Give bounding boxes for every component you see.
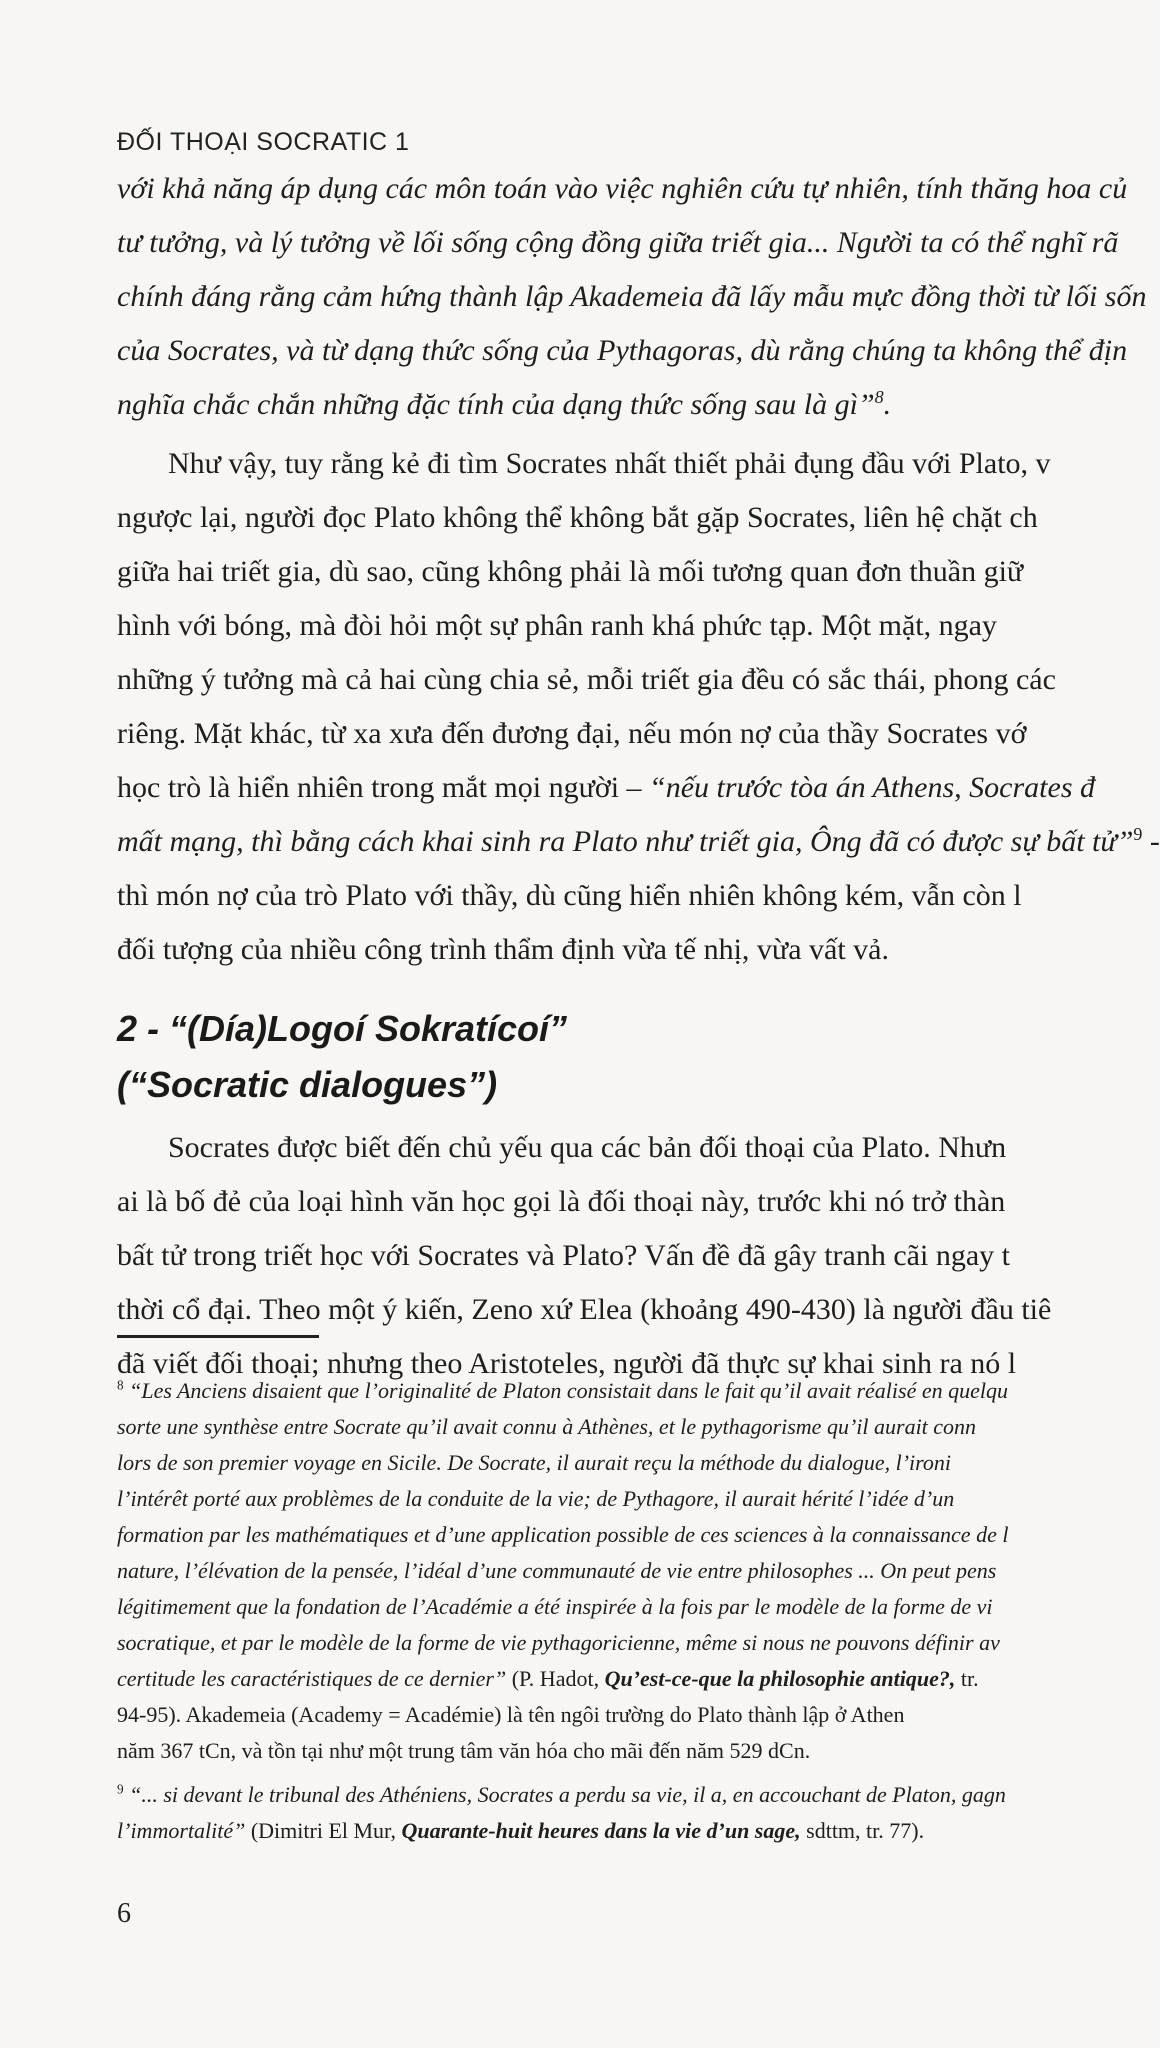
footnote-line [117, 1594, 993, 1620]
footnote-quote: “Les Anciens disaient que l’originalité de Platon consistait dans le fait qu’il avait réalisé en quelqu [129, 1378, 1008, 1403]
quote-line [117, 388, 891, 422]
footnote-quote: “... si devant le tribunal des Athéniens, Socrates a perdu sa vie, il a, en accouchant de Platon, gagn [129, 1782, 1006, 1807]
body-line: thì món nợ của trò Plato với thầy, dù cũng hiển nhiên không kém, vẫn còn l [117, 879, 1022, 912]
body-line [117, 825, 1160, 859]
body-line: những ý tưởng mà cả hai cùng chia sẻ, mỗi triết gia đều có sắc thái, phong các [117, 663, 1056, 696]
footnote-quote: l’immortalité” [117, 1818, 246, 1843]
quote-line: của Socrates, và từ dạng thức sống của Pythagoras, dù rằng chúng ta không thể địn [117, 334, 1128, 367]
footnote-quote: nature, l’élévation de la pensée, l’idéal d’une communauté de vie entre philosophes ... On peut pens [117, 1558, 997, 1583]
body-line: ngược lại, người đọc Plato không thể không bắt gặp Socrates, liên hệ chặt ch [117, 501, 1038, 534]
body-line: bất tử trong triết học với Socrates và Plato? Vấn đề đã gây tranh cãi ngay t [117, 1239, 1010, 1272]
footnote-line [117, 1378, 1008, 1404]
footnote-line [117, 1818, 924, 1844]
body-line: hình với bóng, mà đòi hỏi một sự phân ranh khá phức tạp. Một mặt, ngay [117, 609, 997, 642]
footnote-line: năm 367 tCn, và tồn tại như một trung tâm văn hóa cho mãi đến năm 529 dCn. [117, 1738, 811, 1763]
footnote-line [117, 1450, 951, 1476]
footnote-quote: certitude les caractéristiques de ce dernier” [117, 1666, 507, 1691]
footnote-line [117, 1486, 954, 1512]
quote-line: tư tưởng, và lý tưởng về lối sống cộng đồng giữa triết gia... Người ta có thể nghĩ rã [117, 226, 1119, 259]
footnote-line [117, 1630, 1000, 1656]
body-text: học trò là hiển nhiên trong mắt mọi người – [117, 771, 650, 804]
page-number: 6 [117, 1898, 131, 1929]
heading-line: 2 - “(Día)Logoí Sokratícoí” [117, 1008, 568, 1049]
footnote-line [117, 1782, 1006, 1808]
heading-line: (“Socratic dialogues”) [117, 1064, 498, 1105]
footnote-number: 9 [117, 1781, 124, 1797]
quoted-text: mất mạng, thì bằng cách khai sinh ra Plato như triết gia, Ông đã có được sự bất tử” [117, 825, 1134, 858]
quote-line: chính đáng rằng cảm hứng thành lập Akademeia đã lấy mẫu mực đồng thời từ lối sốn [117, 280, 1147, 313]
footnote-line [117, 1414, 976, 1440]
body-line: thời cổ đại. Theo một ý kiến, Zeno xứ Elea (khoảng 490-430) là người đầu tiê [117, 1293, 1052, 1326]
footnote-quote: formation par les mathématiques et d’une application possible de ces sciences à la connaissance de l [117, 1522, 1009, 1547]
footnote-quote: socratique, et par le modèle de la forme de vie pythagoricienne, même si nous ne pouvons définir av [117, 1630, 1000, 1655]
citation-text: sdttm, tr. 77). [800, 1818, 925, 1843]
footnote-line [117, 1666, 979, 1692]
body-line: riêng. Mặt khác, từ xa xưa đến đương đại, nếu món nợ của thầy Socrates vớ [117, 717, 1027, 750]
body-line: Như vậy, tuy rằng kẻ đi tìm Socrates nhất thiết phải đụng đầu với Plato, v [168, 447, 1051, 480]
citation-text: (Dimitri El Mur, [245, 1818, 402, 1843]
footnote-quote: légitimement que la fondation de l’Académie a été inspirée à la fois par le modèle de la forme de vi [117, 1594, 993, 1619]
citation-title: Quarante-huit heures dans la vie d’un sage, [401, 1818, 801, 1843]
body-line: đối tượng của nhiều công trình thẩm định vừa tế nhị, vừa vất vả. [117, 933, 889, 966]
footnote-divider [117, 1335, 319, 1338]
footnote-quote: sorte une synthèse entre Socrate qu’il avait connu à Athènes, et le pythagorisme qu’il aurait conn [117, 1414, 977, 1439]
period: . [883, 388, 892, 421]
body-text: - [1142, 825, 1160, 858]
body-line: giữa hai triết gia, dù sao, cũng không phải là mối tương quan đơn thuần giữ [117, 555, 1024, 588]
footnote-ref-8[interactable]: 8 [874, 387, 884, 407]
footnote-line [117, 1558, 996, 1584]
body-line: đã viết đối thoại; nhưng theo Aristoteles, người đã thực sự khai sinh ra nó l [117, 1347, 1017, 1380]
footnote-line: 94-95). Akademeia (Academy = Académie) là tên ngôi trường do Plato thành lập ở Athen [117, 1702, 905, 1727]
citation-title: Qu’est-ce-que la philosophie antique?, [604, 1666, 956, 1691]
body-line: Socrates được biết đến chủ yếu qua các bản đối thoại của Plato. Nhưn [168, 1131, 1007, 1164]
citation-text: (P. Hadot, [506, 1666, 605, 1691]
footnote-ref-9[interactable]: 9 [1133, 824, 1143, 844]
footnote-quote: l’intérêt porté aux problèmes de la conduite de la vie; de Pythagore, il aurait hérité l’idée d’un [117, 1486, 955, 1511]
body-line [117, 771, 1095, 805]
running-header: ĐỐI THOẠI SOCRATIC 1 [117, 128, 410, 156]
quote-line: với khả năng áp dụng các môn toán vào việc nghiên cứu tự nhiên, tính thăng hoa củ [117, 172, 1128, 205]
body-line: ai là bố đẻ của loại hình văn học gọi là đối thoại này, trước khi nó trở thàn [117, 1185, 1006, 1218]
footnote-line [117, 1522, 1008, 1548]
footnote-quote: lors de son premier voyage en Sicile. De Socrate, il aurait reçu la méthode du dialogue, l’ironi [117, 1450, 952, 1475]
citation-text: tr. [955, 1666, 979, 1691]
quoted-text: “nếu trước tòa án Athens, Socrates đ [649, 771, 1095, 804]
quote-text: nghĩa chắc chắn những đặc tính của dạng thức sống sau là gì” [117, 388, 875, 421]
footnote-number: 8 [117, 1377, 124, 1393]
